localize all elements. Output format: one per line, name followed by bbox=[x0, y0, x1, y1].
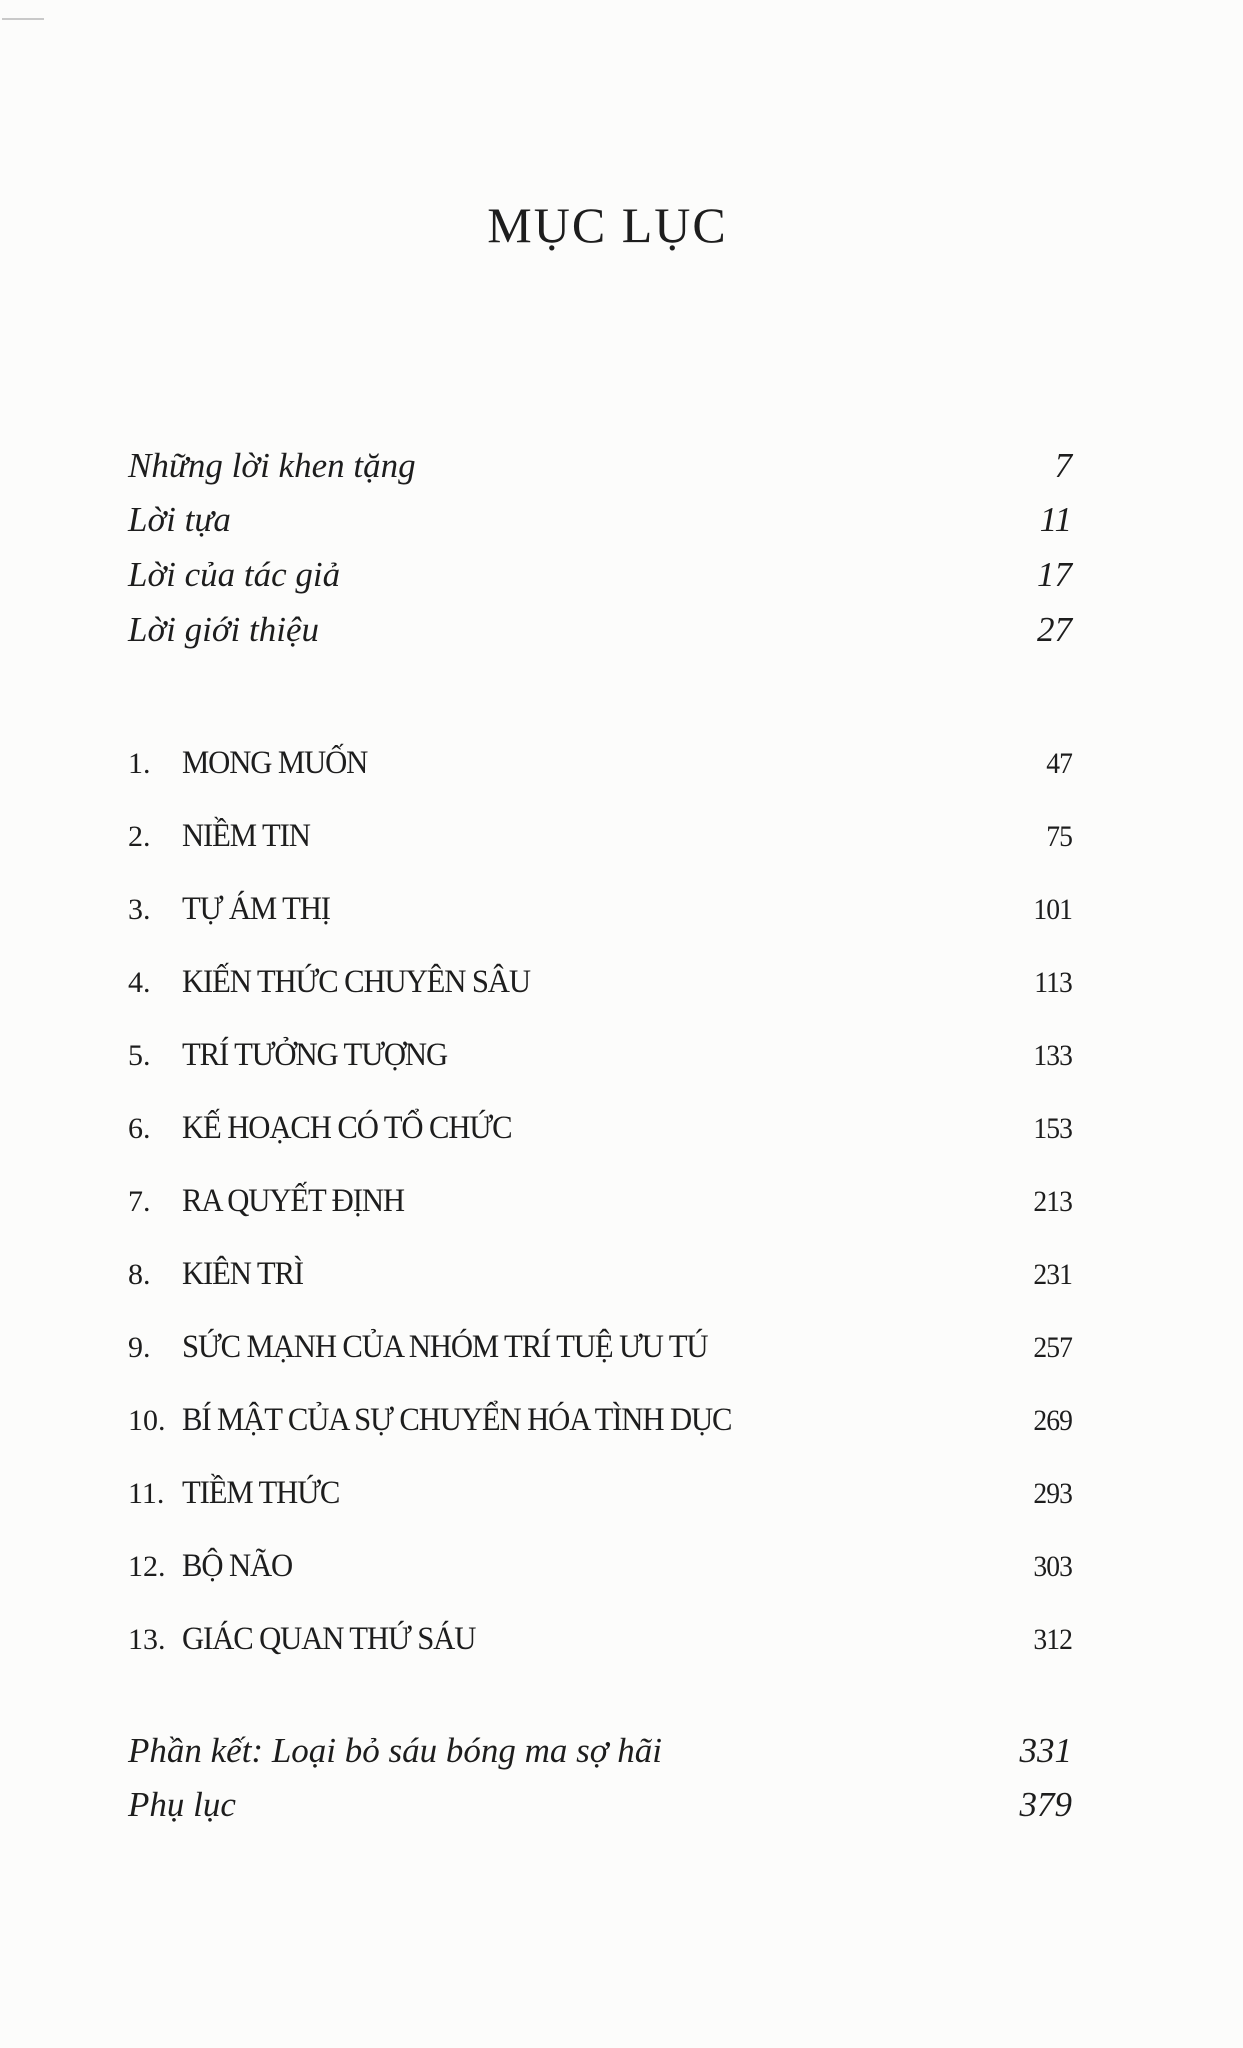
chapter-title: TRÍ TƯỞNG TƯỢNG bbox=[182, 1037, 448, 1073]
toc-entry-chapter bbox=[128, 1256, 1072, 1293]
toc-entry-page: 7 bbox=[1054, 446, 1072, 485]
toc-entry-page: 11 bbox=[1039, 500, 1072, 539]
chapter-title: KIÊN TRÌ bbox=[182, 1256, 303, 1292]
chapter-title: SỨC MẠNH CỦA NHÓM TRÍ TUỆ ƯU TÚ bbox=[182, 1329, 708, 1365]
chapter-number: 7. bbox=[128, 1185, 151, 1218]
chapter-title: GIÁC QUAN THỨ SÁU bbox=[182, 1621, 476, 1657]
chapter-number: 1. bbox=[128, 747, 151, 780]
chapter-title: TỰ ÁM THỊ bbox=[182, 891, 330, 927]
chapter-page: 213 bbox=[1033, 1185, 1072, 1218]
chapter-number: 10. bbox=[128, 1404, 166, 1437]
chapter-number: 11. bbox=[128, 1477, 165, 1510]
toc-entry-back bbox=[128, 1785, 1072, 1825]
toc-entry-chapter bbox=[128, 1402, 1072, 1439]
toc-entry-page: 17 bbox=[1037, 555, 1072, 594]
chapter-page: 231 bbox=[1033, 1258, 1072, 1291]
chapter-title: BÍ MẬT CỦA SỰ CHUYỂN HÓA TÌNH DỤC bbox=[182, 1402, 732, 1438]
chapter-number: 4. bbox=[128, 966, 151, 999]
chapter-title: TIỀM THỨC bbox=[182, 1475, 340, 1511]
toc-entry-page: 379 bbox=[1019, 1785, 1072, 1824]
chapter-number: 9. bbox=[128, 1331, 151, 1364]
toc-entry-front bbox=[128, 500, 1072, 540]
chapter-number: 13. bbox=[128, 1623, 166, 1656]
chapter-page: 312 bbox=[1033, 1623, 1072, 1656]
chapter-number: 12. bbox=[128, 1550, 166, 1583]
chapter-page: 293 bbox=[1033, 1477, 1072, 1510]
toc-entry-chapter bbox=[128, 1037, 1072, 1074]
toc-entry-chapter bbox=[128, 1110, 1072, 1147]
toc-entry-front bbox=[128, 610, 1072, 650]
chapter-page: 257 bbox=[1033, 1331, 1072, 1364]
chapter-number: 5. bbox=[128, 1039, 151, 1072]
chapter-page: 75 bbox=[1046, 820, 1072, 853]
toc-entry-label: Lời tựa bbox=[128, 500, 231, 539]
scan-edge-mark bbox=[2, 18, 44, 20]
chapter-number: 2. bbox=[128, 820, 151, 853]
toc-entry-chapter bbox=[128, 1621, 1072, 1658]
chapter-page: 113 bbox=[1034, 966, 1072, 999]
toc-entry-label: Những lời khen tặng bbox=[128, 446, 416, 485]
chapter-title: NIỀM TIN bbox=[182, 818, 310, 854]
chapter-page: 101 bbox=[1033, 893, 1072, 926]
toc-entry-label: Lời của tác giả bbox=[128, 555, 341, 594]
toc-entry-chapter bbox=[128, 1329, 1072, 1366]
toc-entry-chapter bbox=[128, 1475, 1072, 1512]
chapter-title: KIẾN THỨC CHUYÊN SÂU bbox=[182, 964, 530, 1000]
page-title: MỤC LỤC bbox=[487, 197, 728, 253]
toc-entry-label: Phụ lục bbox=[128, 1785, 236, 1824]
chapter-page: 303 bbox=[1033, 1550, 1072, 1583]
chapter-page: 269 bbox=[1033, 1404, 1072, 1437]
chapter-title: BỘ NÃO bbox=[182, 1548, 293, 1584]
toc-entry-chapter bbox=[128, 891, 1072, 928]
toc-entry-front bbox=[128, 555, 1072, 595]
toc-entry-label: Phần kết: Loại bỏ sáu bóng ma sợ hãi bbox=[128, 1731, 662, 1770]
chapter-page: 153 bbox=[1033, 1112, 1072, 1145]
toc-entry-chapter bbox=[128, 964, 1072, 1001]
chapter-page: 47 bbox=[1046, 747, 1072, 780]
toc-entry-chapter bbox=[128, 818, 1072, 855]
toc-entry-label: Lời giới thiệu bbox=[128, 610, 319, 649]
chapter-number: 3. bbox=[128, 893, 151, 926]
toc-entry-front bbox=[128, 446, 1072, 486]
chapter-title: MONG MUỐN bbox=[182, 745, 368, 781]
toc-entry-chapter bbox=[128, 1548, 1072, 1585]
chapter-number: 8. bbox=[128, 1258, 151, 1291]
chapter-page: 133 bbox=[1033, 1039, 1072, 1072]
toc-entry-back bbox=[128, 1731, 1072, 1771]
chapter-number: 6. bbox=[128, 1112, 151, 1145]
toc-entry-page: 27 bbox=[1037, 610, 1072, 649]
toc-entry-chapter bbox=[128, 1183, 1072, 1220]
toc-entry-page: 331 bbox=[1019, 1731, 1072, 1770]
chapter-title: KẾ HOẠCH CÓ TỔ CHỨC bbox=[182, 1110, 512, 1146]
chapter-title: RA QUYẾT ĐỊNH bbox=[182, 1183, 404, 1219]
toc-entry-chapter bbox=[128, 745, 1072, 782]
